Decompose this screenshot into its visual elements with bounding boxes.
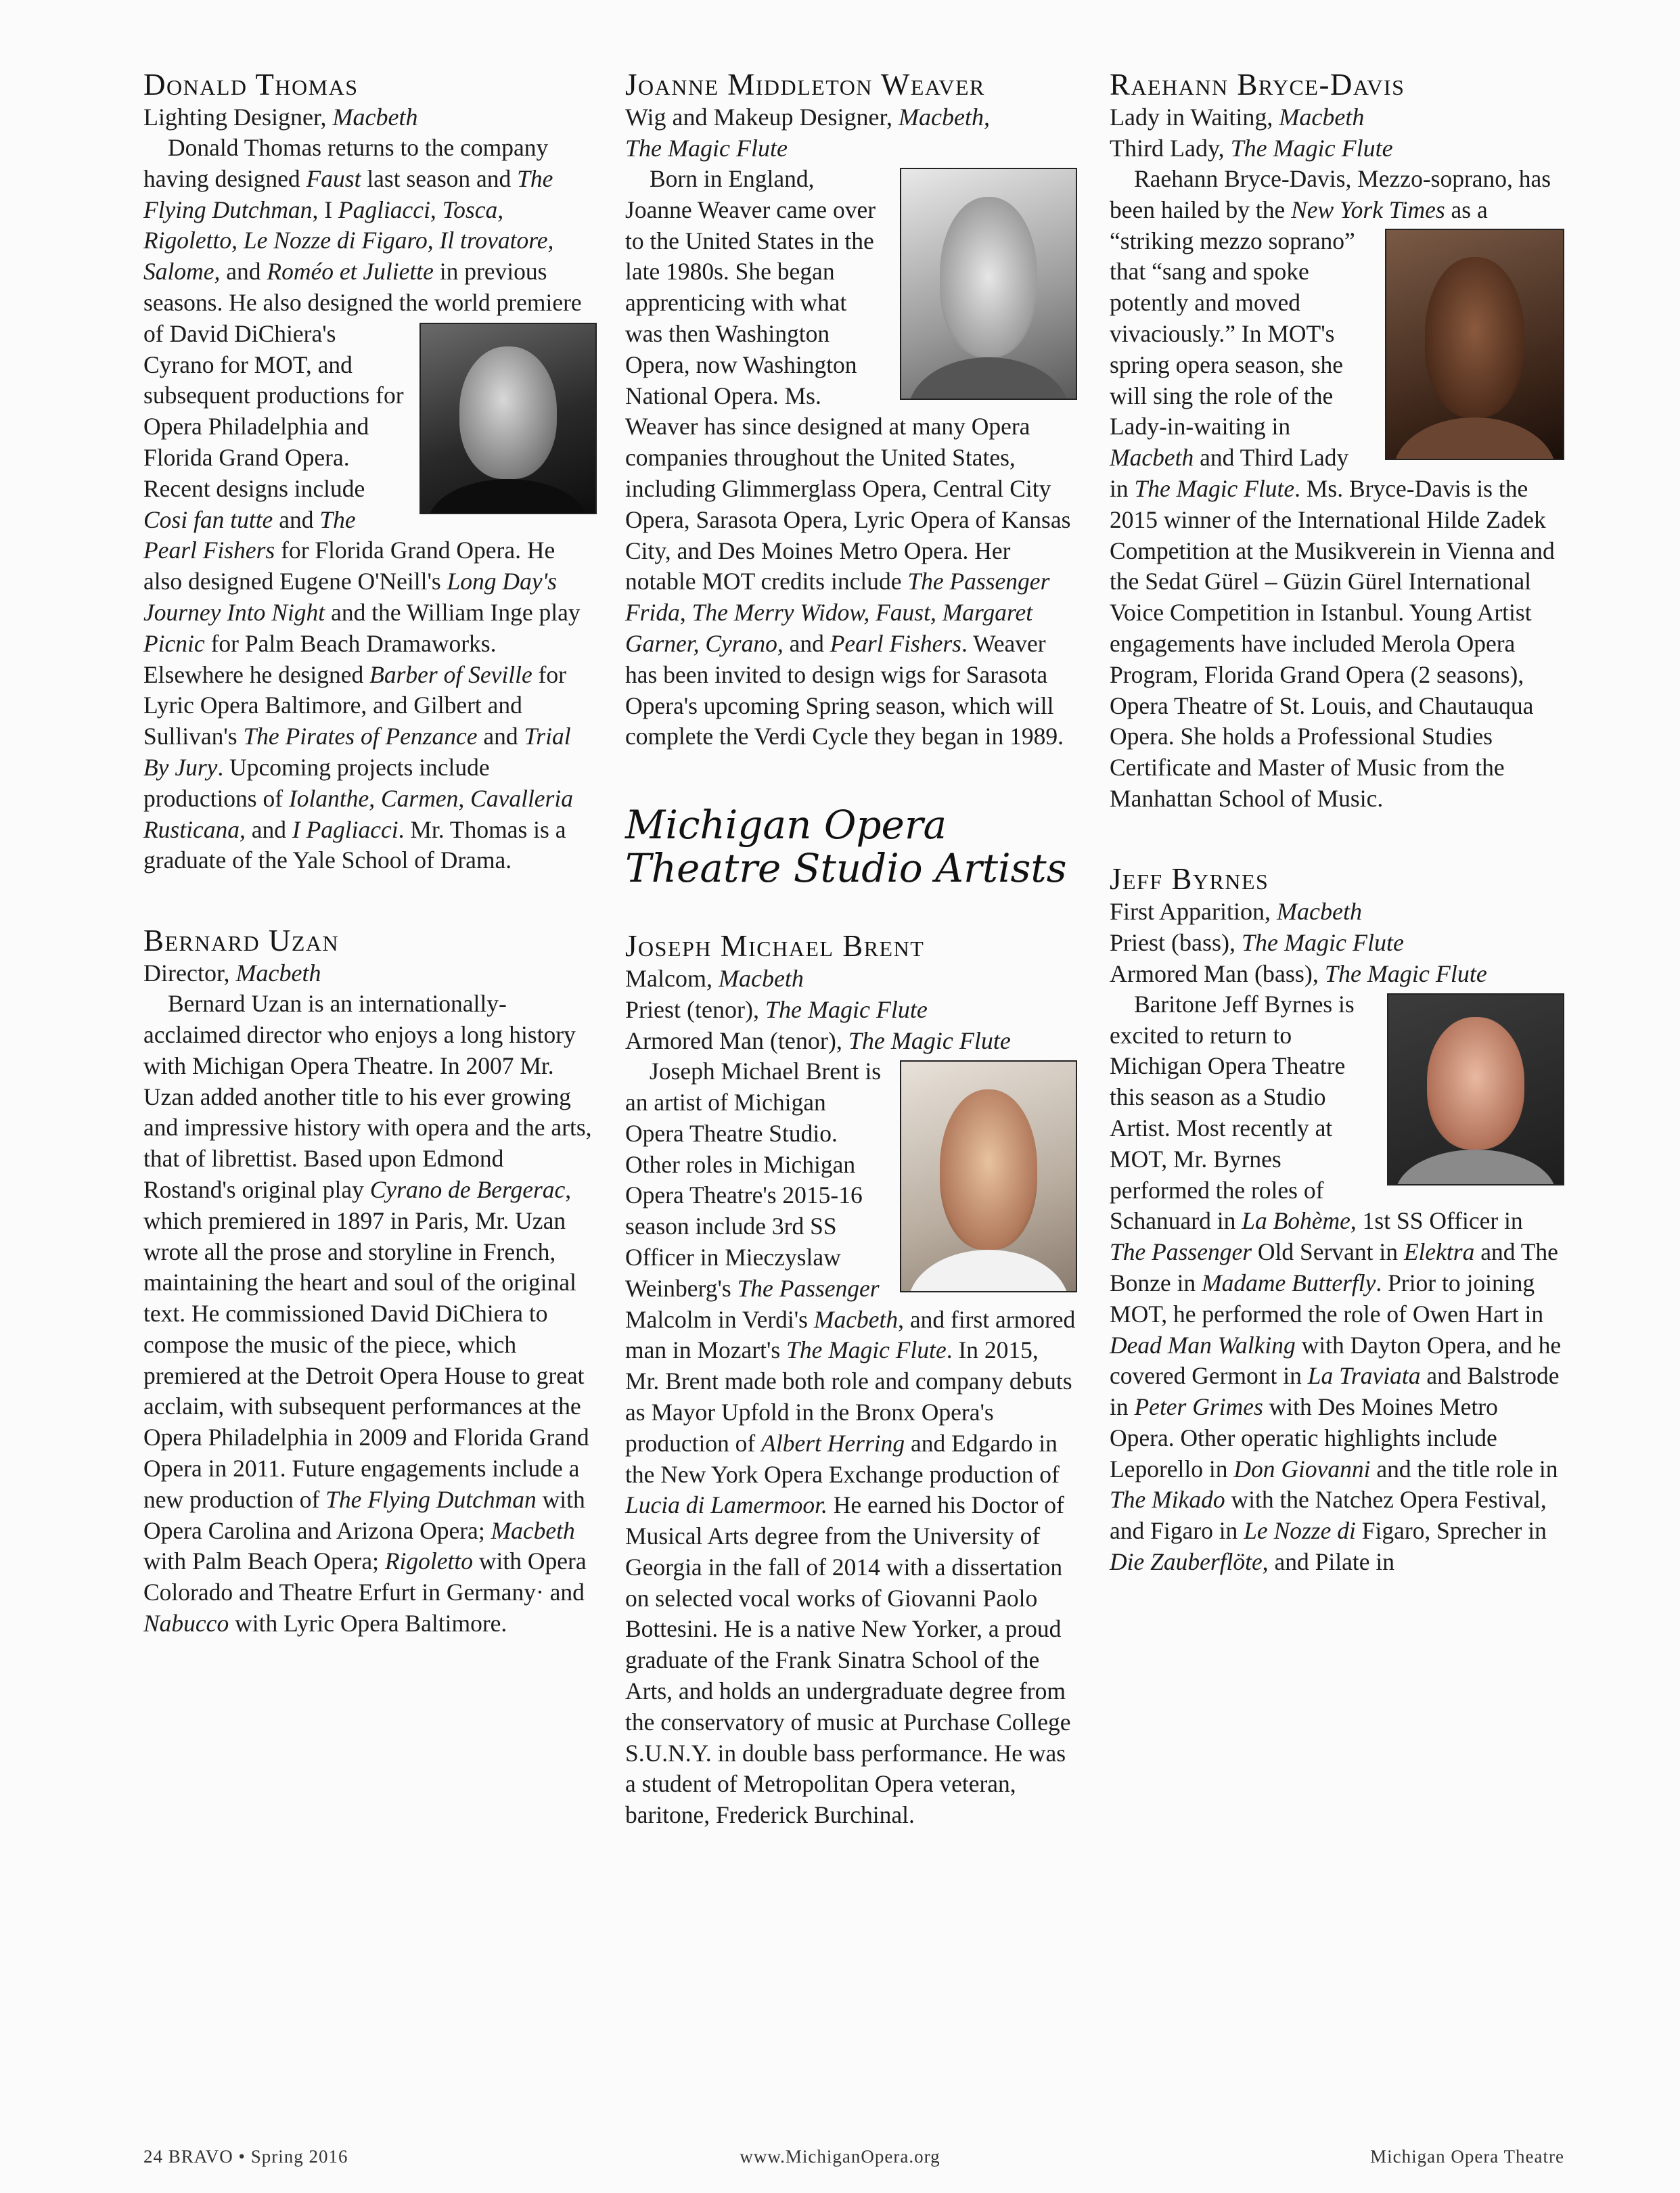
bio-body: Donald Thomas returns to the company having designed Faust last season and The Flying Dutchman, I Pagliacci, Tosca, Rigoletto, Le Nozze di Figaro, Il trovatore, Salome, and Roméo et Juliette in previous seasons. He also designed the world premiere of David DiChiera's Cyrano for MOT, and subsequent productions for Opera Philadelphia and Florida Grand Opera. Recent designs include Cosi fan tutte and The Pearl Fishers for Florida Grand Opera. He also designed Eugene O'Neill's Long Day's Journey Into Night and the William Inge play Picnic for Palm Beach Dramaworks. Elsewhere he designed Barber of Seville for Lyric Opera Baltimore, and Gilbert and Sullivan's The Pirates of Penzance and Trial By Jury. Upcoming projects include productions of Iolanthe, Carmen, Cavalleria Rusticana, and I Pagliacci. Mr. Thomas is a graduate of the Yale School of Drama. [143, 133, 597, 876]
bio-name: Donald Thomas [143, 68, 359, 101]
bio-name: Joseph Michael Brent [625, 929, 925, 964]
bio-name: Raehann Bryce-Davis [1110, 68, 1405, 101]
bio-joanne-weaver [625, 68, 1077, 752]
bio-raehann-bryce-davis [1110, 68, 1564, 815]
footer-page-info: 24 BRAVO • Spring 2016 [143, 2146, 348, 2167]
bio-body: Baritone Jeff Byrnes is excited to return to Michigan Opera Theatre this season as a Studio Artist. Most recently at MOT, Mr. Byrnes performed the roles of Schanuard in La Bohème, 1st SS Officer in The Passenger Old Servant in Elektra and The Bonze in Madame Butterfly. Prior to joining MOT, he performed the role of Owen Hart in Dead Man Walking with Dayton Opera, and he covered Germont in La Traviata and Balstrode in Peter Grimes with Des Moines Metro Opera. Other operatic highlights include Leporello in Don Giovanni and the title role in The Mikado with the Natchez Opera Festival, and Figaro in Le Nozze di Figaro, Sprecher in Die Zauberflöte, and Pilate in [1110, 989, 1564, 1578]
headshot-raehann-bryce-davis [1385, 229, 1564, 460]
bio-body: Raehann Bryce-Davis, Mezzo-soprano, has been hailed by the New York Times as a “striking mezzo soprano” that “sang and spoke potently and moved vivaciously.” In MOT's spring opera season, she will sing the role of the Lady-in-waiting in Macbeth and Third Lady in The Magic Flute. Ms. Bryce-Davis is the 2015 winner of the International Hilde Zadek Competition at the Musikverein in Vienna and the Sedat Gürel – Güzin Gürel International Voice Competition in Istanbul. Young Artist engagements have included Merola Opera Program, Florida Grand Opera (2 seasons), Opera Theatre of St. Louis, and Chautauqua Opera. She holds a Professional Studies Certificate and Master of Music from the Manhattan School of Music. [1110, 164, 1564, 815]
bio-name: Joanne Middleton Weaver [625, 68, 985, 101]
bio-body: Joseph Michael Brent is an artist of Michigan Opera Theatre Studio. Other roles in Michigan Opera Theatre's 2015-16 season include 3rd SS Officer in Mieczyslaw Weinberg's The Passenger Malcolm in Verdi's Macbeth, and first armored man in Mozart's The Magic Flute. In 2015, Mr. Brent made both role and company debuts as Mayor Upfold in the Bronx Opera's production of Albert Herring and Edgardo in the New York Opera Exchange production of Lucia di Lamermoor. He earned his Doctor of Musical Arts degree from the University of Georgia in the fall of 2014 with a dissertation on selected vocal works of Giovanni Paolo Bottesini. He is a native New Yorker, a proud graduate of the Frank Sinatra School of the Arts, and holds an undergraduate degree from the conservatory of music at Purchase College S.U.N.Y. in double bass performance. He was a student of Metropolitan Opera veteran, baritone, Frederick Burchinal. [625, 1056, 1077, 1831]
bio-name: Bernard Uzan [143, 924, 340, 958]
bio-role: Lady in Waiting, Macbeth Third Lady, The Magic Flute [1110, 104, 1393, 162]
column-3 [1110, 68, 1564, 1625]
headshot-jeff-byrnes [1387, 993, 1564, 1185]
bio-role: Lighting Designer, Macbeth [143, 104, 418, 131]
bio-role: First Apparition, Macbeth Priest (bass), The Magic Flute Armored Man (bass), The Magic Flute [1110, 897, 1487, 987]
bio-name: Jeff Byrnes [1110, 861, 1269, 896]
headshot-joseph-brent [900, 1060, 1077, 1292]
bio-jeff-byrnes [1110, 862, 1564, 1578]
footer-publisher: Michigan Opera Theatre [1370, 2146, 1564, 2167]
bio-body: Bernard Uzan is an internationally-acclaimed director who enjoys a long history with Michigan Opera Theatre. In 2007 Mr. Uzan added another title to his ever growing and impressive history with opera and the arts, that of librettist. Based upon Edmond Rostand's original play Cyrano de Bergerac, which premiered in 1897 in Paris, Mr. Uzan wrote all the prose and storyline in French, maintaining the heart and soul of the original text. He commissioned David DiChiera to compose the music of the piece, which premiered at the Detroit Opera House to great acclaim, with subsequent performances at the Opera Philadelphia in 2009 and Florida Grand Opera in 2011. Future engagements include a new production of The Flying Dutchman with Opera Carolina and Arizona Opera; Macbeth with Palm Beach Opera; Rigoletto with Opera Colorado and Theatre Erfurt in Germany· and Nabucco with Lyric Opera Baltimore. [143, 990, 592, 1637]
bio-donald-thomas [143, 68, 597, 876]
bio-body: Born in England, Joanne Weaver came over to the United States in the late 1980s. She began apprenticing with what was then Washington Opera, now Washington National Opera. Ms. Weaver has since designed at many Opera companies throughout the United States, including Glimmerglass Opera, Central City Opera, Sarasota Opera, Lyric Opera of Kansas City, and Des Moines Metro Opera. Her notable MOT credits include The Passenger Frida, The Merry Widow, Faust, Margaret Garner, Cyrano, and Pearl Fishers. Weaver has been invited to design wigs for Sarasota Opera's upcoming Spring season, which will complete the Verdi Cycle they began in 1989. [625, 164, 1077, 752]
bio-bernard-uzan [143, 924, 597, 1640]
footer-website-link[interactable]: www.MichiganOpera.org [740, 2146, 940, 2167]
bio-role: Malcom, Macbeth Priest (tenor), The Magic Flute Armored Man (tenor), The Magic Flute [625, 965, 1011, 1055]
headshot-donald-thomas [419, 323, 597, 514]
section-heading: Michigan Opera Theatre Studio Artists [625, 802, 1067, 892]
bio-role: Director, Macbeth [143, 959, 321, 987]
column-2 [625, 68, 1077, 1878]
column-1 [143, 68, 597, 1687]
headshot-joanne-weaver [900, 168, 1077, 400]
bio-joseph-brent [625, 929, 1077, 1831]
bio-role: Wig and Makeup Designer, Macbeth, The Magic Flute [625, 104, 990, 162]
